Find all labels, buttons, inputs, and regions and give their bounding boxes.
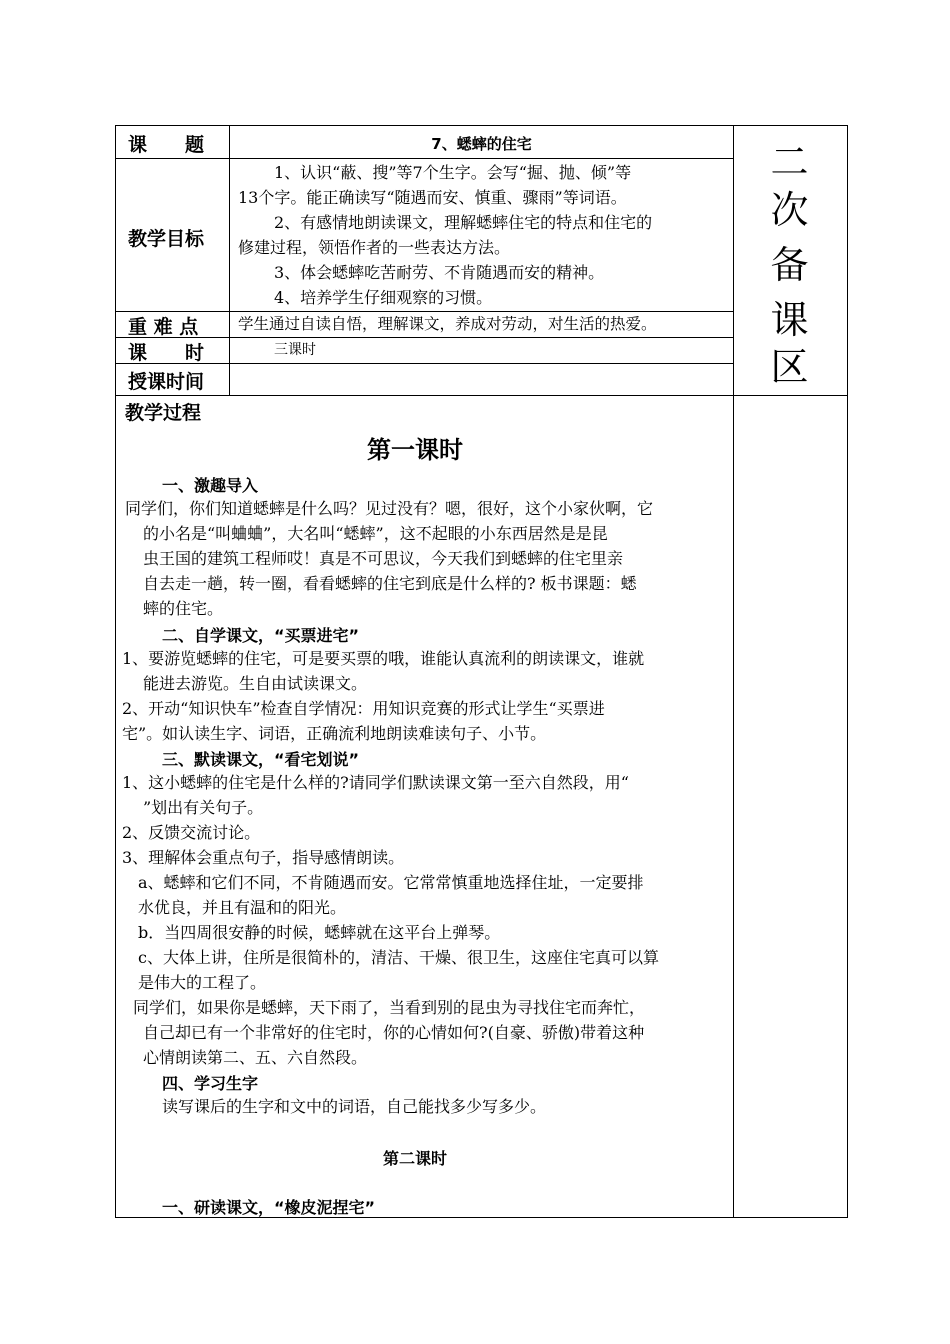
body-line: 读写课后的生字和文中的词语，自己能找多少写多少。 — [162, 1097, 547, 1116]
body-line: 同学们，如果你是蟋蟀，天下雨了，当看到别的昆虫为寻找住宅而奔忙， — [133, 998, 646, 1017]
goal-line: 4、培养学生仔细观察的习惯。 — [274, 288, 493, 307]
body-line: 2、反馈交流讨论。 — [122, 823, 261, 842]
sidebar-char: 课 — [770, 298, 809, 342]
body-line: 1、这小蟋蟀的住宅是什么样的?请同学们默读课文第一至六自然段，用“ — [122, 773, 629, 792]
body-line: 2、开动“知识快车”检查自学情况：用知识竞赛的形式让学生“买票进 — [122, 699, 605, 718]
body-line: 蟀的住宅。 — [143, 599, 224, 618]
section-heading: 一、研读课文，“橡皮泥捏宅” — [162, 1198, 376, 1217]
body-line: 的小名是“叫蛐蛐”，大名叫“蟋蟀”，这不起眼的小东西居然是是昆 — [143, 524, 608, 543]
label-hours: 课 时 — [128, 342, 205, 364]
body-line: 同学们，你们知道蟋蟀是什么吗？见过没有？嗯，很好，这个小家伙啊，它 — [125, 499, 654, 518]
lesson2-title: 第二课时 — [382, 1149, 447, 1168]
body-line: c、大体上讲，住所是很简朴的，清洁、干燥、很卫生，这座住宅真可以算 — [138, 948, 659, 967]
section-heading: 二、自学课文，“买票进宅” — [162, 626, 360, 645]
section-heading: 三、默读课文，“看宅划说” — [162, 750, 360, 769]
body-line: 自己却已有一个非常好的住宅时，你的心情如何?(自豪、骄傲)带着这种 — [143, 1023, 645, 1042]
label-goals: 教学目标 — [128, 228, 205, 250]
table-divider — [229, 125, 230, 395]
body-line: 心情朗读第二、五、六自然段。 — [143, 1048, 368, 1067]
sidebar-char: 区 — [770, 345, 809, 389]
body-line: b．当四周很安静的时候，蟋蟀就在这平台上弹琴。 — [138, 923, 501, 942]
goal-line: 1、认识“蔽、搜”等7个生字。会写“掘、抛、倾”等 — [274, 163, 632, 182]
lesson-title: 7、蟋蟀的住宅 — [431, 135, 532, 153]
lesson1-title: 第一课时 — [367, 436, 463, 464]
process-label: 教学过程 — [125, 402, 202, 424]
body-line: 水优良，并且有温和的阳光。 — [138, 898, 347, 917]
section-heading: 一、激趣导入 — [162, 476, 259, 495]
body-line: ”划出有关句子。 — [143, 798, 264, 817]
goal-line: 2、有感情地朗读课文，理解蟋蟀住宅的特点和住宅的 — [274, 213, 653, 232]
sidebar-char: 备 — [770, 243, 809, 287]
body-line: 1、要游览蟋蟀的住宅，可是要买票的哦，谁能认真流利的朗读课文，谁就 — [122, 649, 645, 668]
label-date: 授课时间 — [128, 371, 205, 393]
body-line: 是伟大的工程了。 — [138, 973, 267, 992]
table-divider — [115, 158, 733, 159]
section-heading: 四、学习生字 — [162, 1074, 259, 1093]
body-line: 自去走一趟，转一圈，看看蟋蟀的住宅到底是什么样的? 板书课题：蟋 — [143, 574, 637, 593]
table-divider — [115, 395, 848, 396]
table-divider — [115, 363, 733, 364]
body-line: 虫王国的建筑工程师哎！真是不可思议，今天我们到蟋蟀的住宅里亲 — [143, 549, 624, 568]
keypoints-text: 学生通过自读自悟，理解课文，养成对劳动，对生活的热爱。 — [238, 315, 657, 333]
label-keypoints: 重 难 点 — [128, 316, 199, 338]
table-divider — [115, 337, 733, 338]
body-line: 能进去游览。生自由试读课文。 — [143, 674, 368, 693]
body-line: 宅”。如认读生字、词语，正确流利地朗读难读句子、小节。 — [122, 724, 547, 743]
body-line: a、蟋蟀和它们不同，不肯随遇而安。它常常慎重地选择住址，一定要排 — [138, 873, 644, 892]
sidebar-char: 二 — [770, 140, 809, 184]
label-title: 课 题 — [128, 134, 205, 156]
body-line: 3、理解体会重点句子，指导感情朗读。 — [122, 848, 405, 867]
table-divider — [733, 125, 734, 1218]
goal-line: 13个字。能正确读写“随遇而安、慎重、骤雨”等词语。 — [238, 188, 627, 207]
hours-value: 三课时 — [274, 342, 316, 358]
sidebar-char: 次 — [770, 188, 809, 232]
goal-line: 3、体会蟋蟀吃苦耐劳、不肯随遇而安的精神。 — [274, 263, 605, 282]
goal-line: 修建过程，领悟作者的一些表达方法。 — [238, 238, 511, 257]
